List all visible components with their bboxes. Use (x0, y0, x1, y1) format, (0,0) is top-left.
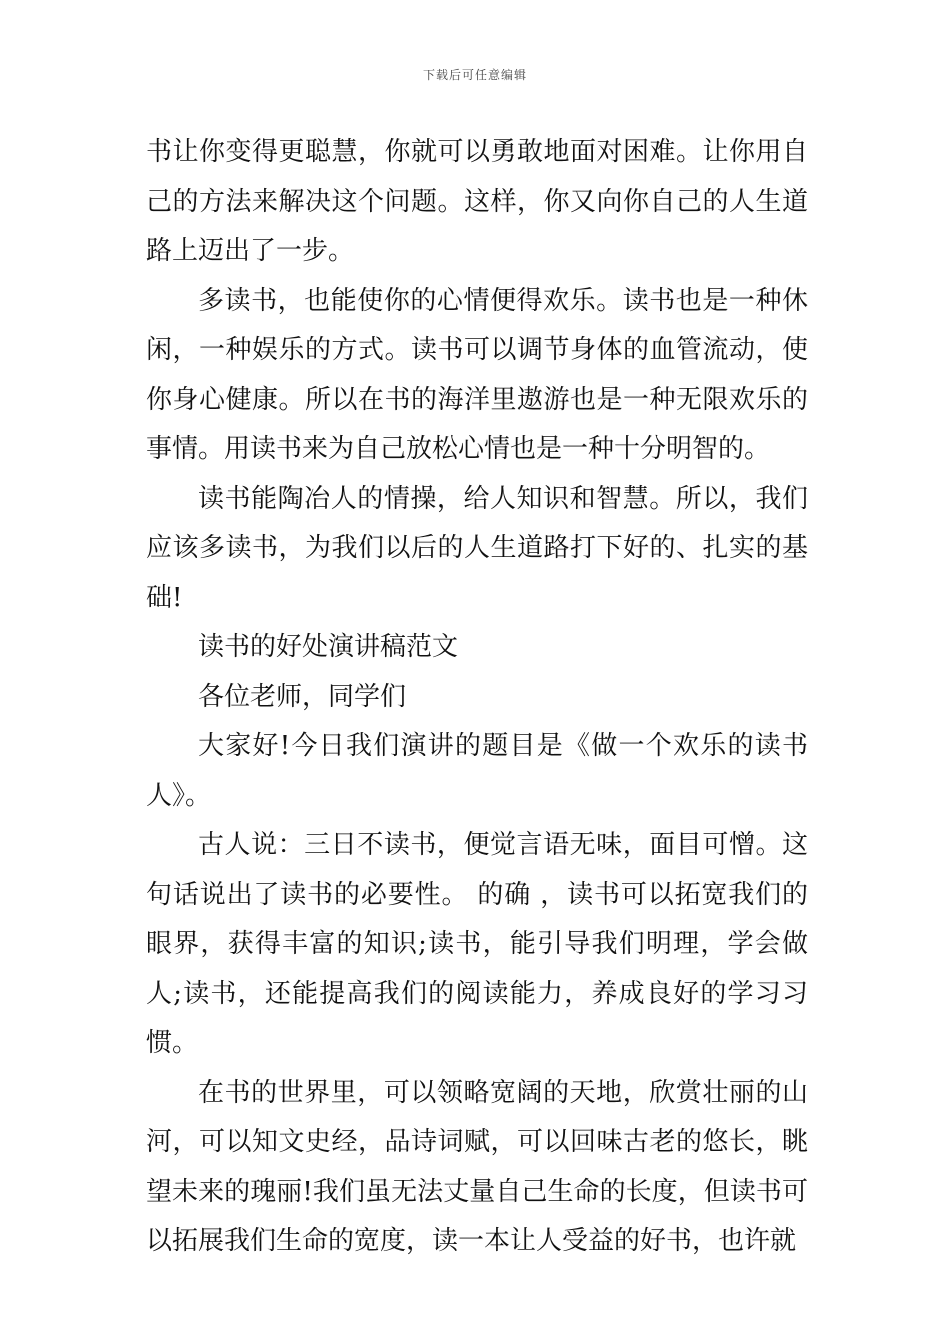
paragraph-1: 书让你变得更聪慧，你就可以勇敢地面对困难。让你用自己的方法来解决这个问题。这样，你又向你自己的人生道路上迈出了一步。 (146, 137, 808, 266)
header-note: 下载后可任意编辑 (422, 68, 527, 82)
paragraph-5: 古人说：三日不读书，便觉言语无味，面目可憎。这句话说出了读书的必要性。 的确 ，读书可以拓宽我们的眼界，获得丰富的知识;读书，能引导我们明理，学会做人;读书，还能提高我们的阅读能力，养成良好的学习习惯。 (146, 830, 808, 1058)
paragraph-greeting: 大家好!今日我们演讲的题目是《做一个欢乐的读书人》。 (146, 731, 808, 811)
section-title: 读书的好处演讲稿范文 (198, 632, 459, 662)
paragraph-6: 在书的世界里，可以领略宽阔的天地，欣赏壮丽的山河，可以知文史经，品诗词赋，可以回味古老的悠长，眺望未来的瑰丽!我们虽无法丈量自己生命的长度，但读书可以拓展我们生命的宽度，读一本让人受益的好书，也许就 (146, 1077, 808, 1256)
salutation: 各位老师，同学们 (198, 681, 407, 712)
paragraph-2: 多读书，也能使你的心情便得欢乐。读书也是一种休闲，一种娱乐的方式。读书可以调节身体的血管流动，使你身心健康。所以在书的海洋里遨游也是一种无限欢乐的事情。用读书来为自己放松心情也是一种十分明智的。 (146, 285, 808, 464)
paragraph-3: 读书能陶冶人的情操，给人知识和智慧。所以，我们应该多读书，为我们以后的人生道路打下好的、扎实的基础! (146, 483, 808, 613)
document-body (146, 128, 808, 1267)
